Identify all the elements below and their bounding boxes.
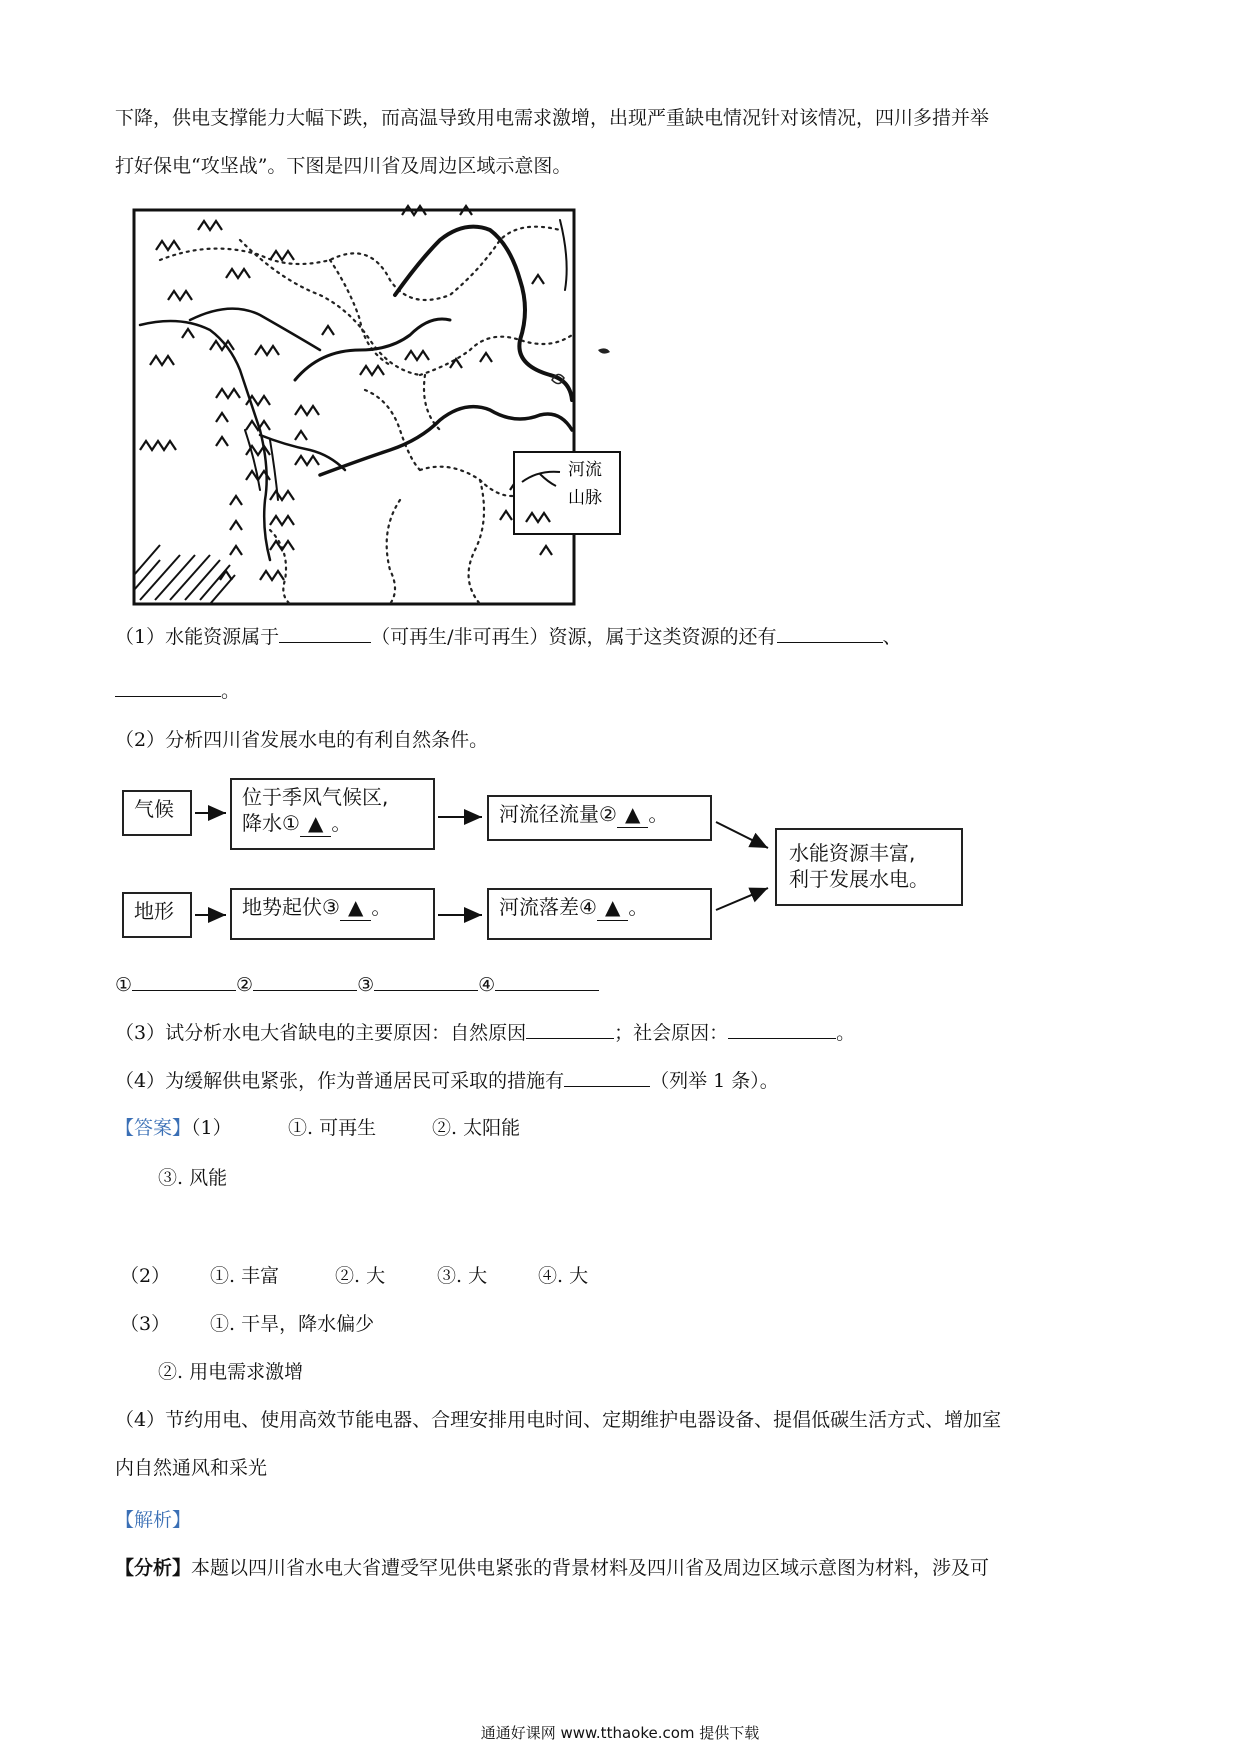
answer-1-item-3: ③. 风能 [158, 1167, 228, 1189]
flow-monsoon-line1: 位于季风气候区, [242, 785, 389, 809]
q1-middle: （可再生/非可再生）资源，属于这类资源的还有 [371, 626, 777, 648]
answer-line-1 [115, 1114, 232, 1142]
q1-blank-other-1[interactable] [777, 622, 883, 643]
question-2: （2）分析四川省发展水电的有利自然条件。 [115, 729, 489, 751]
flow-drop-label: 河流落差④ [499, 895, 597, 919]
answer-2-item-3: ③. 大 [437, 1265, 488, 1287]
question-1 [115, 622, 902, 651]
flow-period-1: 。 [331, 811, 352, 835]
hatched-region [134, 545, 235, 604]
flow-result-line1: 水能资源丰富, [789, 841, 916, 865]
flow-period-4: 。 [628, 895, 649, 919]
flow-triangle-4: ▲ [597, 894, 628, 921]
analysis-fx-label: 【分析】 [115, 1557, 192, 1579]
analysis-label: 【解析】 [115, 1509, 192, 1531]
q2-blank-3[interactable] [374, 970, 478, 991]
flow-monsoon-line2: 降水① [242, 811, 300, 835]
flow-triangle-3: ▲ [340, 894, 371, 921]
intro-line-1: 下降，供电支撑能力大幅下跌，而高温导致用电需求激增，出现严重缺电情况针对该情况，四川多措并举 [115, 107, 990, 129]
q4-prefix: （4）为缓解供电紧张，作为普通居民可采取的措施有 [115, 1070, 565, 1092]
q1-blank-other-2[interactable] [115, 676, 221, 697]
flow-triangle-1: ▲ [300, 810, 331, 837]
q3-blank-social[interactable] [728, 1018, 836, 1039]
blank-num-3: ③ [357, 974, 375, 996]
answer-3-num: （3） [120, 1313, 171, 1335]
arrow-runoff [716, 822, 768, 848]
blank-num-4: ④ [478, 974, 496, 996]
question-3 [115, 1018, 855, 1047]
question-4 [115, 1066, 779, 1095]
map-legend [514, 452, 620, 534]
answer-4-line-1: （4）节约用电、使用高效节能电器、合理安排用电时间、定期维护电器设备、提倡低碳生活方式、增加室 [115, 1409, 1002, 1431]
answer-1-item-1: ①. 可再生 [288, 1117, 377, 1139]
q1-sep: 、 [882, 626, 902, 648]
q4-blank-measure[interactable] [564, 1066, 650, 1087]
rivers [140, 220, 572, 560]
answer-2-num: （2） [120, 1265, 171, 1287]
intro-line-2: 打好保电“攻坚战”。下图是四川省及周边区域示意图。 [115, 155, 572, 177]
q1-blank-type[interactable] [279, 622, 371, 643]
flow-period-3: 。 [371, 895, 392, 919]
arrow-drop [716, 888, 768, 910]
q2-blank-2[interactable] [253, 970, 357, 991]
answer-3-item-2: ②. 用电需求激增 [158, 1361, 304, 1383]
analysis-fx-text: 本题以四川省水电大省遭受罕见供电紧张的背景材料及四川省及周边区域示意图为材料，涉及可 [191, 1557, 990, 1579]
answer-1-num: （1） [191, 1117, 232, 1139]
flow-terrain-label: 地形 [134, 899, 174, 923]
flow-climate-label: 气候 [134, 797, 174, 821]
q3-prefix: （3）试分析水电大省缺电的主要原因：自然原因 [115, 1022, 527, 1044]
answer-label: 【答案】 [115, 1117, 192, 1139]
flow-relief-label: 地势起伏③ [242, 895, 340, 919]
q3-middle: ；社会原因： [614, 1022, 729, 1044]
analysis-line [115, 1554, 989, 1582]
map-frame [134, 210, 574, 604]
flow-runoff-label: 河流径流量② [499, 802, 617, 826]
page-footer: 通通好课网 www.tthaoke.com 提供下载 [480, 1724, 760, 1742]
blank-num-1: ① [115, 974, 133, 996]
flow-arrows [0, 760, 1000, 960]
legend-mountain-label: 山脉 [568, 488, 602, 508]
answer-2-item-2: ②. 大 [335, 1265, 386, 1287]
blank-num-2: ② [236, 974, 254, 996]
q3-blank-natural[interactable] [526, 1018, 614, 1039]
q2-blanks-row [115, 970, 599, 999]
q4-end: （列举 1 条）。 [650, 1070, 779, 1092]
legend-river-label: 河流 [568, 460, 602, 480]
flow-triangle-2: ▲ [617, 801, 648, 828]
q1-prefix: （1）水能资源属于 [115, 626, 280, 648]
q2-blank-4[interactable] [495, 970, 599, 991]
q2-blank-1[interactable] [132, 970, 236, 991]
flow-result-line2: 利于发展水电。 [789, 867, 929, 891]
q3-end: 。 [836, 1022, 856, 1044]
answer-2-item-1: ①. 丰富 [210, 1265, 280, 1287]
mountain-symbols [140, 206, 552, 580]
answer-2-item-4: ④. 大 [538, 1265, 589, 1287]
lake-mark [598, 348, 610, 353]
answer-1-item-2: ②. 太阳能 [432, 1117, 521, 1139]
sichuan-region-map [120, 200, 720, 610]
question-1-cont [115, 676, 240, 705]
province-boundaries [160, 227, 572, 604]
answer-3-item-1: ①. 干旱，降水偏少 [210, 1313, 375, 1335]
flow-period-2: 。 [648, 802, 669, 826]
q1-end: 。 [221, 680, 241, 702]
answer-4-line-2: 内自然通风和采光 [115, 1457, 268, 1479]
